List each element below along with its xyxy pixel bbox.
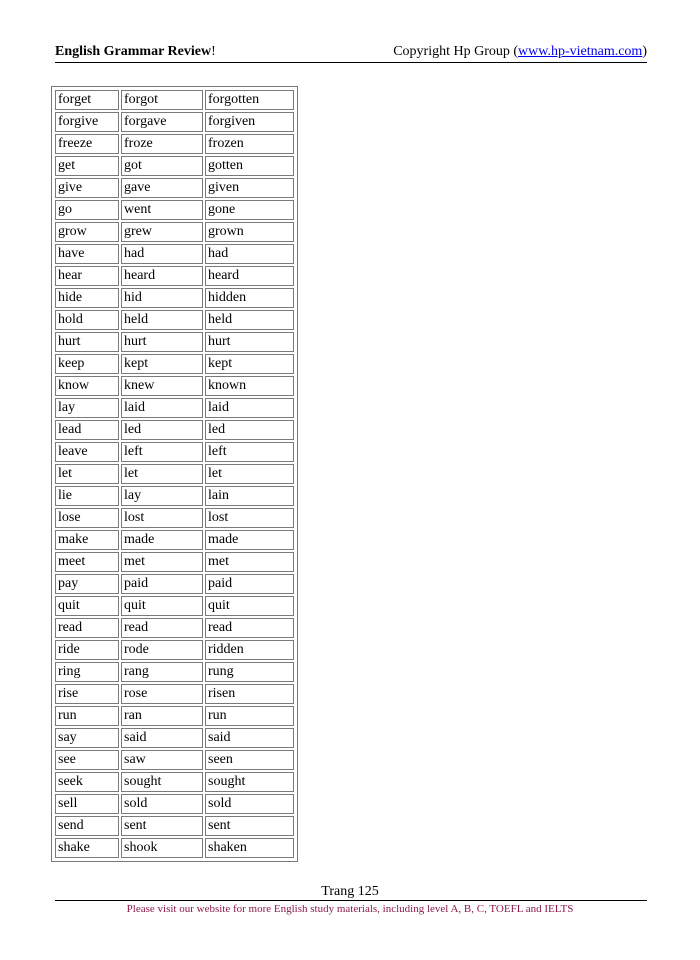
base-form-cell: let [55, 464, 119, 484]
base-form-cell: lose [55, 508, 119, 528]
document-title [55, 44, 216, 60]
table-row [55, 134, 294, 154]
past-simple-cell: laid [121, 398, 203, 418]
past-simple-cell: made [121, 530, 203, 550]
past-simple-cell: rode [121, 640, 203, 660]
past-simple-cell: sold [121, 794, 203, 814]
past-participle-cell: kept [205, 354, 294, 374]
base-form-cell: lead [55, 420, 119, 440]
table-row [55, 376, 294, 396]
base-form-cell: see [55, 750, 119, 770]
past-participle-cell: laid [205, 398, 294, 418]
past-participle-cell: hidden [205, 288, 294, 308]
website-link[interactable]: www.hp-vietnam.com [518, 44, 643, 59]
past-simple-cell: grew [121, 222, 203, 242]
past-simple-cell: rose [121, 684, 203, 704]
table-row [55, 156, 294, 176]
table-row [55, 838, 294, 858]
table-row [55, 530, 294, 550]
past-participle-cell: heard [205, 266, 294, 286]
past-participle-cell: given [205, 178, 294, 198]
base-form-cell: rise [55, 684, 119, 704]
table-row [55, 288, 294, 308]
past-participle-cell: left [205, 442, 294, 462]
page-header [55, 44, 647, 63]
table-row [55, 310, 294, 330]
base-form-cell: get [55, 156, 119, 176]
past-participle-cell: gotten [205, 156, 294, 176]
past-participle-cell: forgiven [205, 112, 294, 132]
past-participle-cell: shaken [205, 838, 294, 858]
past-simple-cell: forgave [121, 112, 203, 132]
past-simple-cell: saw [121, 750, 203, 770]
table-row [55, 750, 294, 770]
past-participle-cell: forgotten [205, 90, 294, 110]
past-participle-cell: had [205, 244, 294, 264]
table-row [55, 728, 294, 748]
table-row [55, 772, 294, 792]
base-form-cell: hurt [55, 332, 119, 352]
base-form-cell: leave [55, 442, 119, 462]
table-row [55, 684, 294, 704]
document-title-tail: ! [211, 44, 216, 59]
copyright-prefix: Copyright Hp Group ( [393, 44, 519, 59]
base-form-cell: forgive [55, 112, 119, 132]
base-form-cell: sell [55, 794, 119, 814]
past-simple-cell: knew [121, 376, 203, 396]
table-row [55, 420, 294, 440]
table-row [55, 706, 294, 726]
base-form-cell: know [55, 376, 119, 396]
past-simple-cell: lay [121, 486, 203, 506]
base-form-cell: read [55, 618, 119, 638]
table-row [55, 486, 294, 506]
base-form-cell: quit [55, 596, 119, 616]
past-participle-cell: rung [205, 662, 294, 682]
irregular-verbs-table [51, 86, 298, 862]
past-participle-cell: said [205, 728, 294, 748]
past-participle-cell: paid [205, 574, 294, 594]
past-participle-cell: met [205, 552, 294, 572]
document-title-bold: English Grammar Review [55, 44, 212, 59]
base-form-cell: give [55, 178, 119, 198]
base-form-cell: seek [55, 772, 119, 792]
past-participle-cell: led [205, 420, 294, 440]
past-participle-cell: ridden [205, 640, 294, 660]
table-row [55, 816, 294, 836]
past-simple-cell: read [121, 618, 203, 638]
table-row [55, 508, 294, 528]
table-row [55, 464, 294, 484]
base-form-cell: run [55, 706, 119, 726]
past-simple-cell: met [121, 552, 203, 572]
past-participle-cell: lost [205, 508, 294, 528]
past-simple-cell: rang [121, 662, 203, 682]
table-row [55, 112, 294, 132]
past-participle-cell: sent [205, 816, 294, 836]
past-simple-cell: ran [121, 706, 203, 726]
past-simple-cell: hurt [121, 332, 203, 352]
past-participle-cell: seen [205, 750, 294, 770]
past-simple-cell: had [121, 244, 203, 264]
past-simple-cell: lost [121, 508, 203, 528]
base-form-cell: forget [55, 90, 119, 110]
past-simple-cell: sent [121, 816, 203, 836]
past-simple-cell: quit [121, 596, 203, 616]
past-participle-cell: sold [205, 794, 294, 814]
table-row [55, 442, 294, 462]
past-participle-cell: quit [205, 596, 294, 616]
past-participle-cell: lain [205, 486, 294, 506]
base-form-cell: shake [55, 838, 119, 858]
table-row [55, 574, 294, 594]
past-participle-cell: frozen [205, 134, 294, 154]
past-participle-cell: gone [205, 200, 294, 220]
base-form-cell: grow [55, 222, 119, 242]
base-form-cell: go [55, 200, 119, 220]
past-participle-cell: let [205, 464, 294, 484]
base-form-cell: make [55, 530, 119, 550]
past-participle-cell: grown [205, 222, 294, 242]
base-form-cell: freeze [55, 134, 119, 154]
past-participle-cell: risen [205, 684, 294, 704]
footer-note: Please visit our website for more English study materials, including level A, B, C, TOEFL and IELTS [126, 903, 574, 915]
base-form-cell: keep [55, 354, 119, 374]
past-simple-cell: went [121, 200, 203, 220]
past-simple-cell: gave [121, 178, 203, 198]
base-form-cell: lie [55, 486, 119, 506]
past-simple-cell: said [121, 728, 203, 748]
table-row [55, 794, 294, 814]
past-simple-cell: got [121, 156, 203, 176]
table-row [55, 200, 294, 220]
past-participle-cell: held [205, 310, 294, 330]
past-participle-cell: read [205, 618, 294, 638]
table-row [55, 90, 294, 110]
past-participle-cell: run [205, 706, 294, 726]
table-row [55, 332, 294, 352]
base-form-cell: hide [55, 288, 119, 308]
irregular-verbs-table-body [55, 90, 294, 858]
footer-divider [55, 900, 647, 901]
table-row [55, 618, 294, 638]
table-row [55, 398, 294, 418]
table-row [55, 222, 294, 242]
base-form-cell: hear [55, 266, 119, 286]
past-simple-cell: paid [121, 574, 203, 594]
base-form-cell: hold [55, 310, 119, 330]
base-form-cell: say [55, 728, 119, 748]
past-participle-cell: known [205, 376, 294, 396]
table-row [55, 596, 294, 616]
past-simple-cell: forgot [121, 90, 203, 110]
base-form-cell: ring [55, 662, 119, 682]
table-row [55, 266, 294, 286]
table-row [55, 354, 294, 374]
past-simple-cell: hid [121, 288, 203, 308]
base-form-cell: meet [55, 552, 119, 572]
past-simple-cell: shook [121, 838, 203, 858]
past-participle-cell: made [205, 530, 294, 550]
past-simple-cell: sought [121, 772, 203, 792]
past-simple-cell: kept [121, 354, 203, 374]
past-participle-cell: sought [205, 772, 294, 792]
table-row [55, 640, 294, 660]
copyright-notice [393, 44, 647, 60]
page-number: Trang 125 [321, 884, 379, 899]
base-form-cell: lay [55, 398, 119, 418]
past-simple-cell: left [121, 442, 203, 462]
copyright-suffix: ) [642, 44, 647, 59]
past-participle-cell: hurt [205, 332, 294, 352]
table-row [55, 178, 294, 198]
table-row [55, 662, 294, 682]
table-row [55, 552, 294, 572]
past-simple-cell: froze [121, 134, 203, 154]
past-simple-cell: held [121, 310, 203, 330]
base-form-cell: ride [55, 640, 119, 660]
table-row [55, 244, 294, 264]
past-simple-cell: heard [121, 266, 203, 286]
base-form-cell: pay [55, 574, 119, 594]
base-form-cell: have [55, 244, 119, 264]
base-form-cell: send [55, 816, 119, 836]
past-simple-cell: led [121, 420, 203, 440]
past-simple-cell: let [121, 464, 203, 484]
